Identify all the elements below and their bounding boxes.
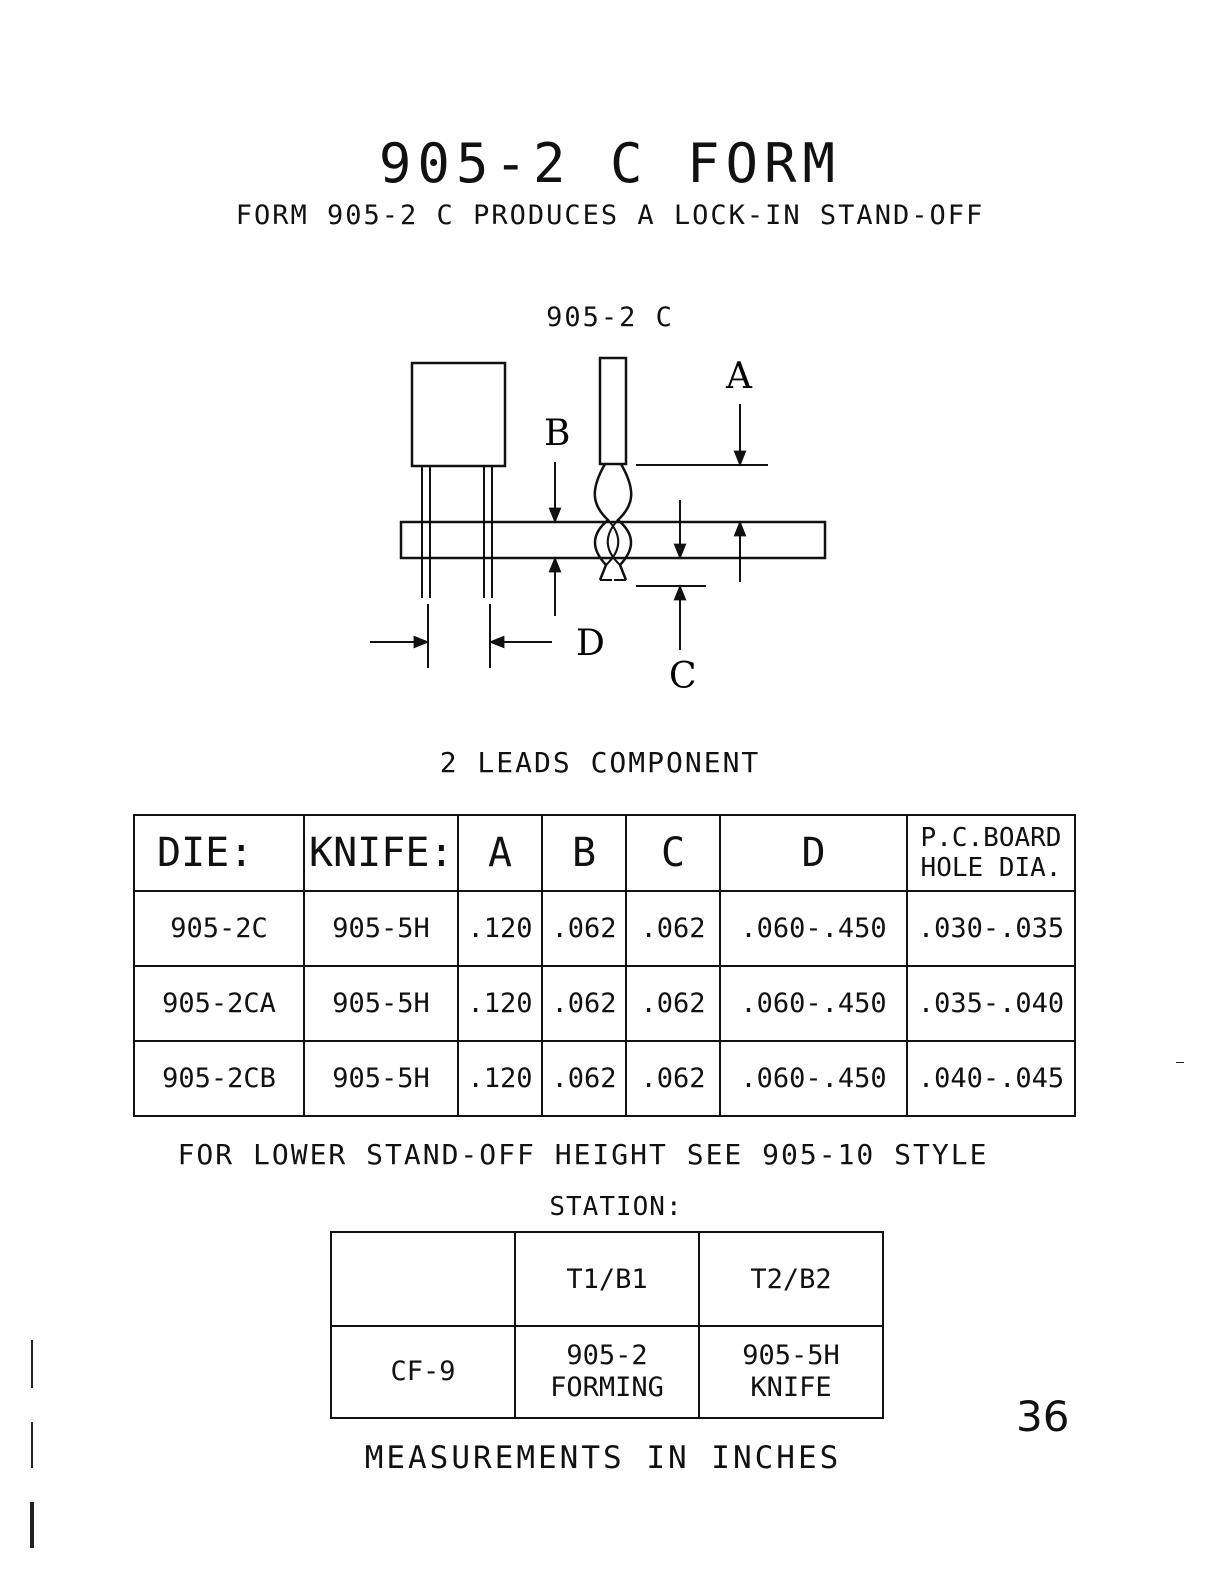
station-table	[330, 1231, 884, 1419]
page-title: 905-2 C FORM	[378, 132, 842, 195]
header-a: A	[458, 815, 542, 891]
diagram-label: 905-2 C	[546, 302, 674, 333]
table-row	[331, 1326, 883, 1418]
cell-c: .062	[626, 891, 720, 966]
header-hole-dia	[907, 815, 1075, 891]
cell-hole-dia: .040-.045	[907, 1041, 1075, 1116]
header-d: D	[720, 815, 907, 891]
page-number: 36	[1016, 1392, 1070, 1441]
cell-a: .120	[458, 891, 542, 966]
station-t1b1-line2: FORMING	[550, 1372, 664, 1403]
station-t1b1-line1: 905-2	[566, 1340, 648, 1371]
header-b: B	[542, 815, 626, 891]
scan-mark	[31, 1340, 33, 1388]
scan-mark	[31, 1422, 33, 1468]
station-t2b2-line2: KNIFE	[750, 1372, 832, 1403]
page-subtitle: FORM 905-2 C PRODUCES A LOCK-IN STAND-OFF	[235, 200, 985, 231]
cell-hole-dia: .035-.040	[907, 966, 1075, 1041]
spec-table	[133, 814, 1076, 1117]
table-row	[134, 891, 1075, 966]
forming-diagram	[0, 0, 1220, 720]
dimension-c-label: C	[669, 656, 697, 697]
cell-die: 905-2CA	[134, 966, 304, 1041]
cell-knife: 905-5H	[304, 1041, 458, 1116]
table-row	[134, 966, 1075, 1041]
header-c: C	[626, 815, 720, 891]
header-knife: KNIFE:	[304, 815, 458, 891]
cell-die: 905-2CB	[134, 1041, 304, 1116]
station-name: CF-9	[331, 1326, 515, 1418]
cell-c: .062	[626, 1041, 720, 1116]
header-pcboard-line1: P.C.BOARD	[920, 823, 1062, 853]
cell-d: .060-.450	[720, 966, 907, 1041]
station-header-empty	[331, 1232, 515, 1326]
station-t2b2-cell	[699, 1326, 883, 1418]
cell-knife: 905-5H	[304, 966, 458, 1041]
formed-lead-body	[600, 358, 626, 464]
cell-b: .062	[542, 891, 626, 966]
cell-knife: 905-5H	[304, 891, 458, 966]
diagram-caption: 2 LEADS COMPONENT	[439, 746, 761, 779]
cell-a: .120	[458, 1041, 542, 1116]
cell-die: 905-2C	[134, 891, 304, 966]
component-body	[412, 363, 505, 466]
cell-c: .062	[626, 966, 720, 1041]
station-header-t1b1: T1/B1	[515, 1232, 699, 1326]
cell-hole-dia: .030-.035	[907, 891, 1075, 966]
header-pcboard-line2: HOLE DIA.	[920, 853, 1062, 883]
station-label: STATION:	[549, 1192, 683, 1222]
cell-d: .060-.450	[720, 1041, 907, 1116]
cell-b: .062	[542, 966, 626, 1041]
station-t2b2-line1: 905-5H	[742, 1340, 840, 1371]
dimension-d-label: D	[576, 623, 605, 664]
spec-table-header	[134, 815, 1075, 891]
station-table-header	[331, 1232, 883, 1326]
cell-b: .062	[542, 1041, 626, 1116]
station-t1b1-cell	[515, 1326, 699, 1418]
cell-a: .120	[458, 966, 542, 1041]
cell-d: .060-.450	[720, 891, 907, 966]
standoff-note: FOR LOWER STAND-OFF HEIGHT SEE 905-10 STYLE	[177, 1138, 989, 1171]
station-header-t2b2: T2/B2	[699, 1232, 883, 1326]
dimension-a-label: A	[726, 356, 752, 397]
scan-mark	[30, 1502, 34, 1548]
scan-mark	[1176, 1062, 1184, 1063]
measurements-note: MEASUREMENTS IN INCHES	[364, 1440, 842, 1476]
header-die: DIE:	[134, 815, 304, 891]
dimension-b-label: B	[544, 413, 571, 454]
table-row	[134, 1041, 1075, 1116]
